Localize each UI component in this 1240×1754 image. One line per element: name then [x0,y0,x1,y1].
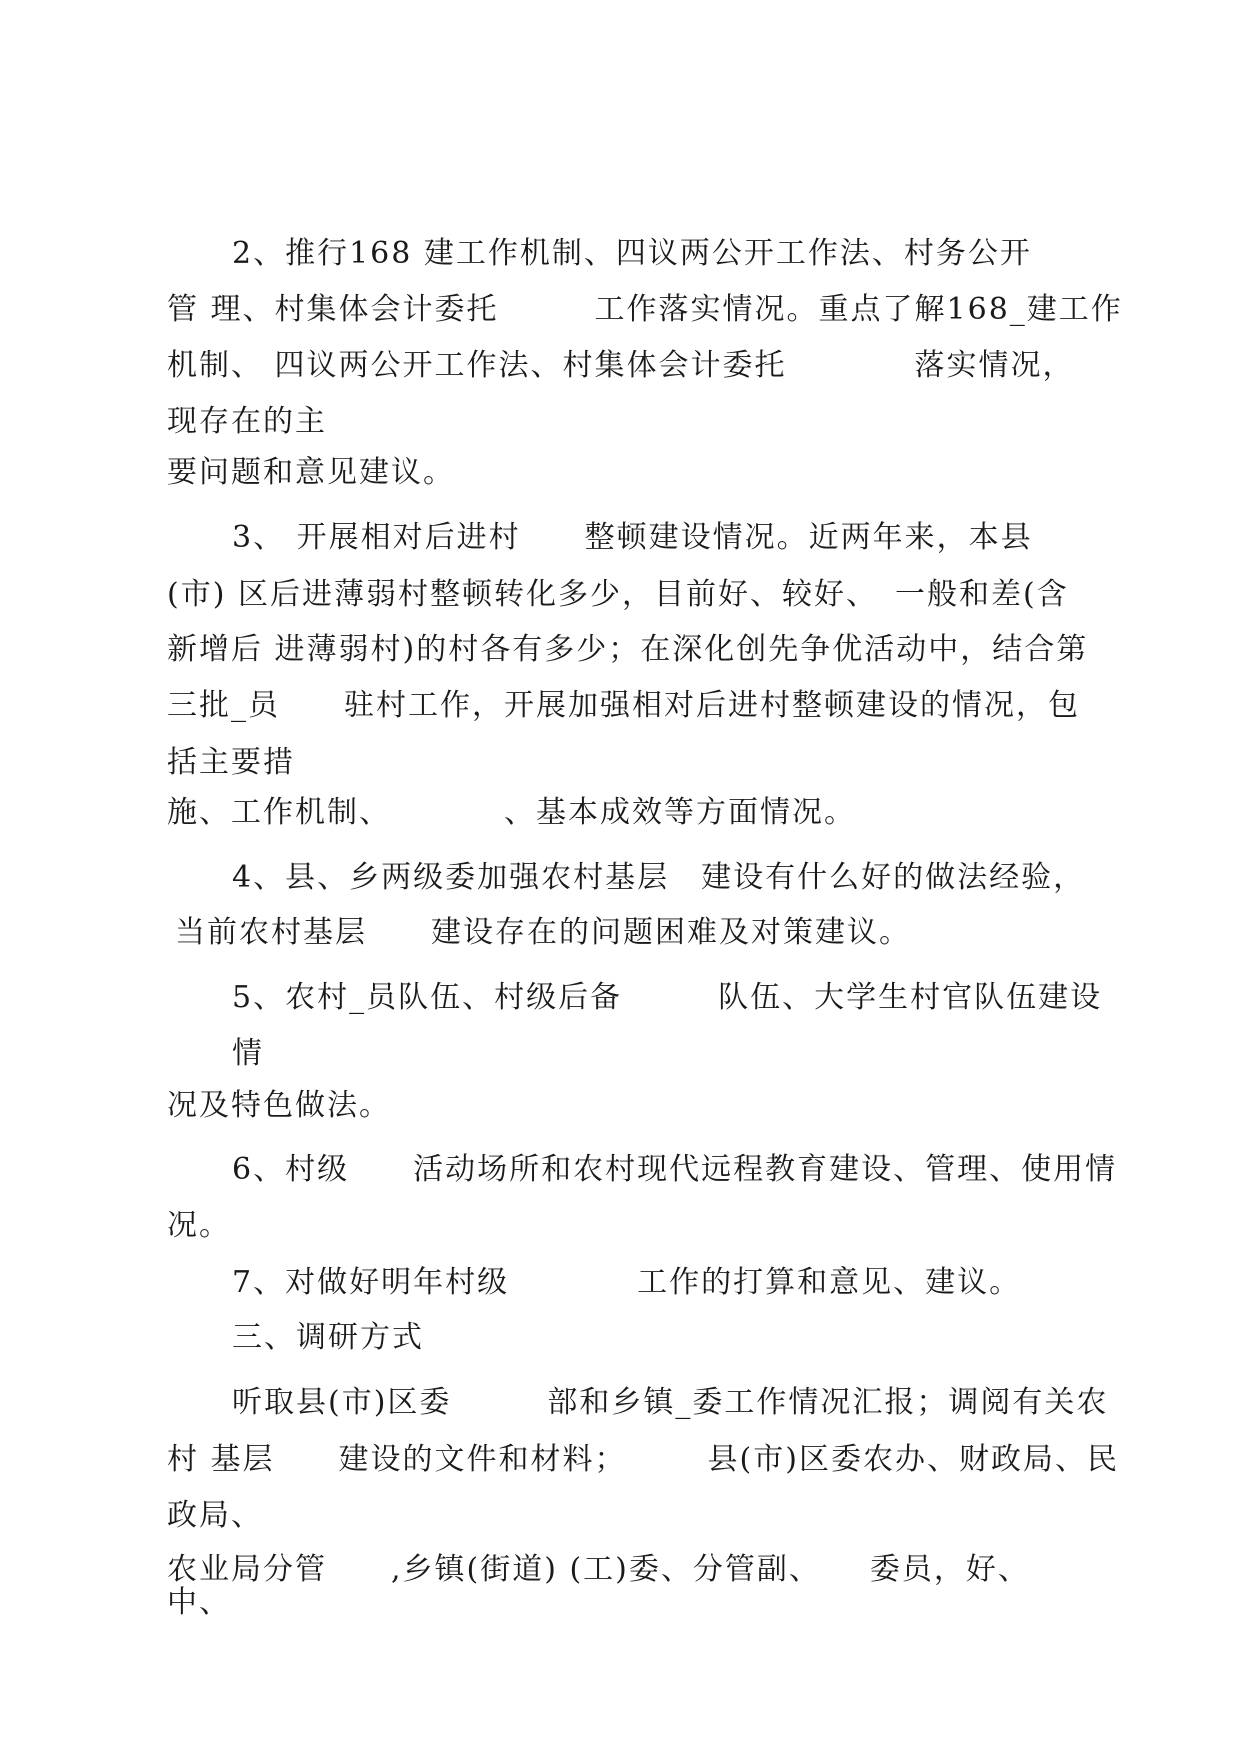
text-line: 2、推行168 建工作机制、四议两公开工作法、村务公开 [232,236,1032,271]
text-line: 农业局分管 ,乡镇(街道) (工)委、分管副、 委员，好、 [167,1552,1030,1587]
text-line: 情 [232,1036,264,1071]
text-line: 6、村级 活动场所和农村现代远程教育建设、管理、使用情 [232,1152,1118,1187]
text-line: 3、 开展相对后进村 整顿建设情况。近两年来，本县 [232,520,1033,555]
text-line: 现存在的主 [167,404,327,439]
text-line: 况及特色做法。 [167,1088,391,1123]
text-line: 听取县(市)区委 部和乡镇_委工作情况汇报；调阅有关农 [232,1385,1109,1420]
text-line: 4、县、乡两级委加强农村基层 建设有什么好的做法经验， [232,860,1086,895]
text-line: 中、 [167,1585,231,1620]
text-line: (市) 区后进薄弱村整顿转化多少，目前好、较好、 一般和差(含 [167,577,1069,612]
text-line: 7、对做好明年村级 工作的打算和意见、建议。 [232,1265,1022,1300]
text-line: 新增后 进薄弱村)的村各有多少；在深化创先争优活动中，结合第 [167,632,1089,667]
text-line: 要问题和意见建议。 [167,455,455,490]
text-line: 5、农村_员队伍、村级后备 队伍、大学生村官队伍建设 [232,980,1103,1015]
text-line: 括主要措 [167,745,295,780]
text-line: 况。 [167,1208,231,1243]
text-line: 三批_员 驻村工作，开展加强相对后进村整顿建设的情况，包 [167,688,1080,723]
text-line: 政局、 [167,1498,263,1533]
text-line: 管 理、村集体会计委托 工作落实情况。重点了解168_建工作 [167,292,1123,327]
text-line: 当前农村基层 建设存在的问题困难及对策建议。 [175,915,911,950]
text-line: 机制、 四议两公开工作法、村集体会计委托 落实情况， [167,348,1075,383]
section-heading: 三、调研方式 [232,1320,424,1355]
text-line: 村 基层 建设的文件和材料； 县(市)区委农办、财政局、民 [167,1442,1119,1477]
text-line: 施、工作机制、 、基本成效等方面情况。 [167,795,856,830]
